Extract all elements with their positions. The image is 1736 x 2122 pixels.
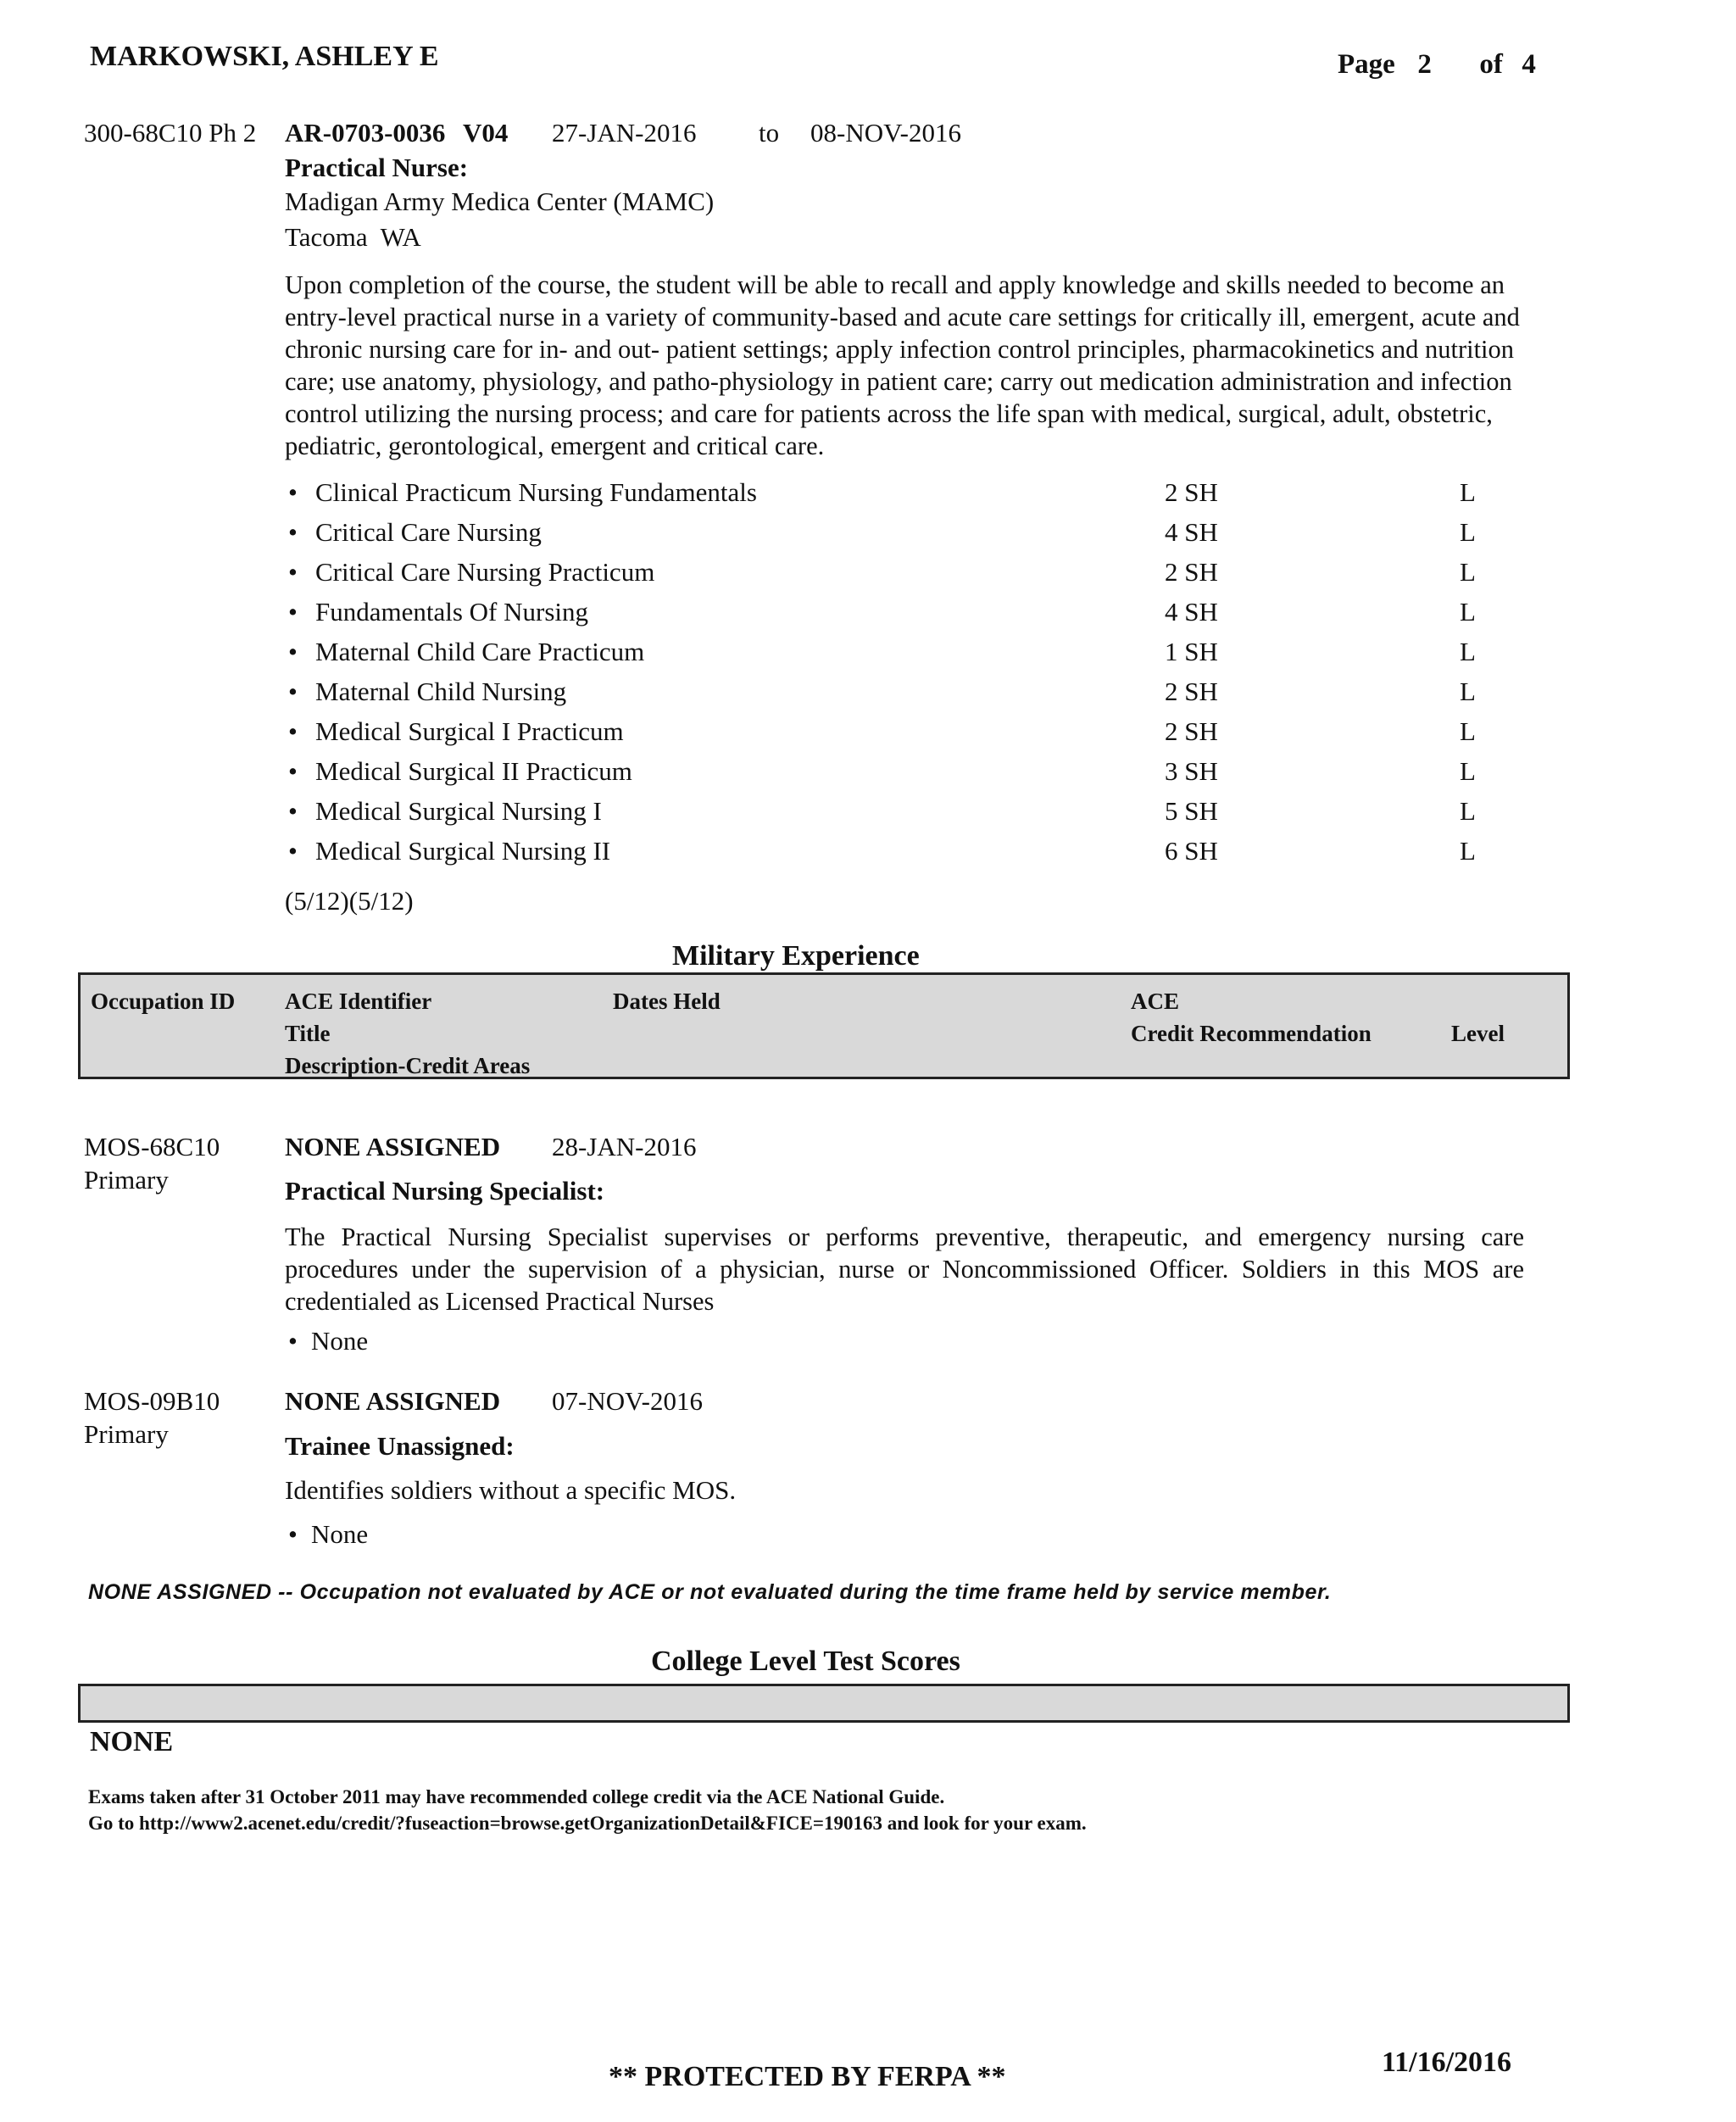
occupation-ace-identifier: NONE ASSIGNED [285, 1132, 501, 1161]
page-label: Page [1338, 49, 1395, 80]
course-institution: Madigan Army Medica Center (MAMC) [285, 187, 715, 216]
course-credit-hours: 4 SH [1165, 517, 1218, 547]
course-credit-hours: 2 SH [1165, 677, 1218, 706]
occupation-status: Primary [84, 1419, 169, 1449]
course-credit-name: Clinical Practicum Nursing Fundamentals [315, 477, 757, 507]
course-credit-name: Medical Surgical I Practicum [315, 716, 624, 746]
course-credit-list [285, 476, 1556, 875]
col-credit-recommendation: Credit Recommendation [1131, 1021, 1372, 1046]
course-ace-id: AR-0703-0036 [285, 118, 446, 148]
course-credit-item [285, 835, 1556, 875]
course-end-date: 08-NOV-2016 [810, 118, 961, 148]
occupation-id: MOS-68C10 [84, 1132, 220, 1161]
course-credit-level: L [1460, 597, 1476, 627]
course-start-date: 27-JAN-2016 [552, 118, 697, 148]
col-description: Description-Credit Areas [285, 1053, 531, 1078]
occupation-description: Identifies soldiers without a specific MOS. [285, 1475, 737, 1505]
course-credit-name: Maternal Child Care Practicum [315, 637, 645, 666]
occupation-ace-identifier: NONE ASSIGNED [285, 1386, 501, 1416]
course-credit-item [285, 716, 1556, 755]
course-description: Upon completion of the course, the student will be able to recall and apply knowledge and skills needed to become an entry-level practical nurse in a variety of community-based and acute care settings for critically ill, emergent, acute and chronic nursing care for in- and out- patient settings; apply infection control principles, pharmacokinetics and nutrition care; use anatomy, physiology, and patho-physiology in patient care; carry out medication administration and infection control utilizing the nursing process; and care for patients across the life span with medical, surgical, adult, obstetric, pediatric, gerontological, emergent and critical care. [285, 270, 1520, 460]
footer-date: 11/16/2016 [1382, 2047, 1512, 2078]
course-credit-hours: 4 SH [1165, 597, 1218, 627]
course-credit-item [285, 516, 1556, 556]
page-indicator [1338, 49, 1536, 81]
course-credit-hours: 5 SH [1165, 796, 1218, 826]
course-credit-level: L [1460, 677, 1476, 706]
bullet-icon: • [288, 517, 298, 547]
course-to-label: to [759, 118, 780, 148]
course-credit-level: L [1460, 637, 1476, 666]
occupation-status: Primary [84, 1165, 169, 1195]
student-name: MARKOWSKI, ASHLEY E [90, 41, 439, 72]
bullet-icon: • [288, 677, 298, 706]
occupation-credit-bullet: • [288, 1326, 298, 1356]
course-credit-name: Critical Care Nursing [315, 517, 542, 547]
test-scores-value: NONE [90, 1726, 174, 1757]
occupation-id: MOS-09B10 [84, 1386, 220, 1416]
course-credit-name: Fundamentals Of Nursing [315, 597, 589, 627]
ferpa-notice: ** PROTECTED BY FERPA ** [609, 2061, 1006, 2092]
test-scores-header [78, 1684, 1570, 1723]
course-credit-hours: 2 SH [1165, 477, 1218, 507]
course-credit-name: Maternal Child Nursing [315, 677, 567, 706]
col-dates-held: Dates Held [613, 989, 721, 1014]
course-review-dates: (5/12)(5/12) [285, 886, 414, 916]
occupation-date: 07-NOV-2016 [552, 1386, 703, 1416]
occupation-date: 28-JAN-2016 [552, 1132, 697, 1161]
course-credit-hours: 3 SH [1165, 756, 1218, 786]
occupation-title: Practical Nursing Specialist: [285, 1176, 605, 1206]
course-credit-name: Medical Surgical II Practicum [315, 756, 632, 786]
occupation-credit: None [311, 1519, 369, 1549]
course-credit-hours: 6 SH [1165, 836, 1218, 866]
course-credit-hours: 1 SH [1165, 637, 1218, 666]
course-location: Tacoma WA [285, 222, 421, 252]
course-credit-level: L [1460, 557, 1476, 587]
bullet-icon: • [288, 836, 298, 866]
col-title: Title [285, 1021, 331, 1046]
bullet-icon: • [288, 796, 298, 826]
bullet-icon: • [288, 756, 298, 786]
course-credit-level: L [1460, 796, 1476, 826]
none-assigned-footnote: NONE ASSIGNED -- Occupation not evaluated by ACE or not evaluated during the time frame held by service member. [88, 1580, 1332, 1604]
col-ace-identifier: ACE Identifier [285, 989, 432, 1014]
occupation-credit-bullet: • [288, 1519, 298, 1549]
course-credit-level: L [1460, 477, 1476, 507]
course-credit-name: Medical Surgical Nursing II [315, 836, 611, 866]
course-credit-level: L [1460, 716, 1476, 746]
military-experience-title: Military Experience [672, 940, 920, 972]
course-credit-item [285, 755, 1556, 795]
course-title: Practical Nurse: [285, 153, 469, 182]
course-credit-item [285, 636, 1556, 676]
occupation-credit: None [311, 1326, 369, 1356]
bullet-icon: • [288, 716, 298, 746]
course-credit-item [285, 795, 1556, 835]
course-credit-item [285, 676, 1556, 716]
course-credit-level: L [1460, 836, 1476, 866]
bullet-icon: • [288, 637, 298, 666]
course-credit-level: L [1460, 517, 1476, 547]
bullet-icon: • [288, 557, 298, 587]
test-scores-title: College Level Test Scores [651, 1646, 960, 1677]
col-level: Level [1451, 1021, 1505, 1046]
course-credit-hours: 2 SH [1165, 716, 1218, 746]
of-label: of [1479, 49, 1503, 80]
bullet-icon: • [288, 597, 298, 627]
course-credit-item [285, 476, 1556, 516]
col-occupation-id: Occupation ID [91, 989, 236, 1014]
course-credit-name: Medical Surgical Nursing I [315, 796, 602, 826]
bullet-icon: • [288, 477, 298, 507]
course-credit-level: L [1460, 756, 1476, 786]
page-number: 2 [1417, 49, 1432, 80]
course-credit-item [285, 596, 1556, 636]
course-credit-name: Critical Care Nursing Practicum [315, 557, 655, 587]
col-ace: ACE [1131, 989, 1180, 1014]
course-credit-hours: 2 SH [1165, 557, 1218, 587]
course-credit-item [285, 556, 1556, 596]
test-scores-note-1: Exams taken after 31 October 2011 may have recommended college credit via the ACE National Guide. [88, 1786, 945, 1807]
course-code: 300-68C10 Ph 2 [84, 118, 257, 148]
course-version: V04 [463, 118, 509, 148]
page-total: 4 [1522, 49, 1536, 80]
test-scores-note-2: Go to http://www2.acenet.edu/credit/?fuseaction=browse.getOrganizationDetail&FICE=190163 and look for your exam. [88, 1813, 1087, 1834]
occupation-title: Trainee Unassigned: [285, 1431, 515, 1461]
occupation-description: The Practical Nursing Specialist supervises or performs preventive, therapeutic, and emergency nursing care procedures under the supervision of a physician, nurse or Noncommissioned Officer. Soldiers in this MOS are credentialed as Licensed Practical Nurses [285, 1223, 1524, 1316]
